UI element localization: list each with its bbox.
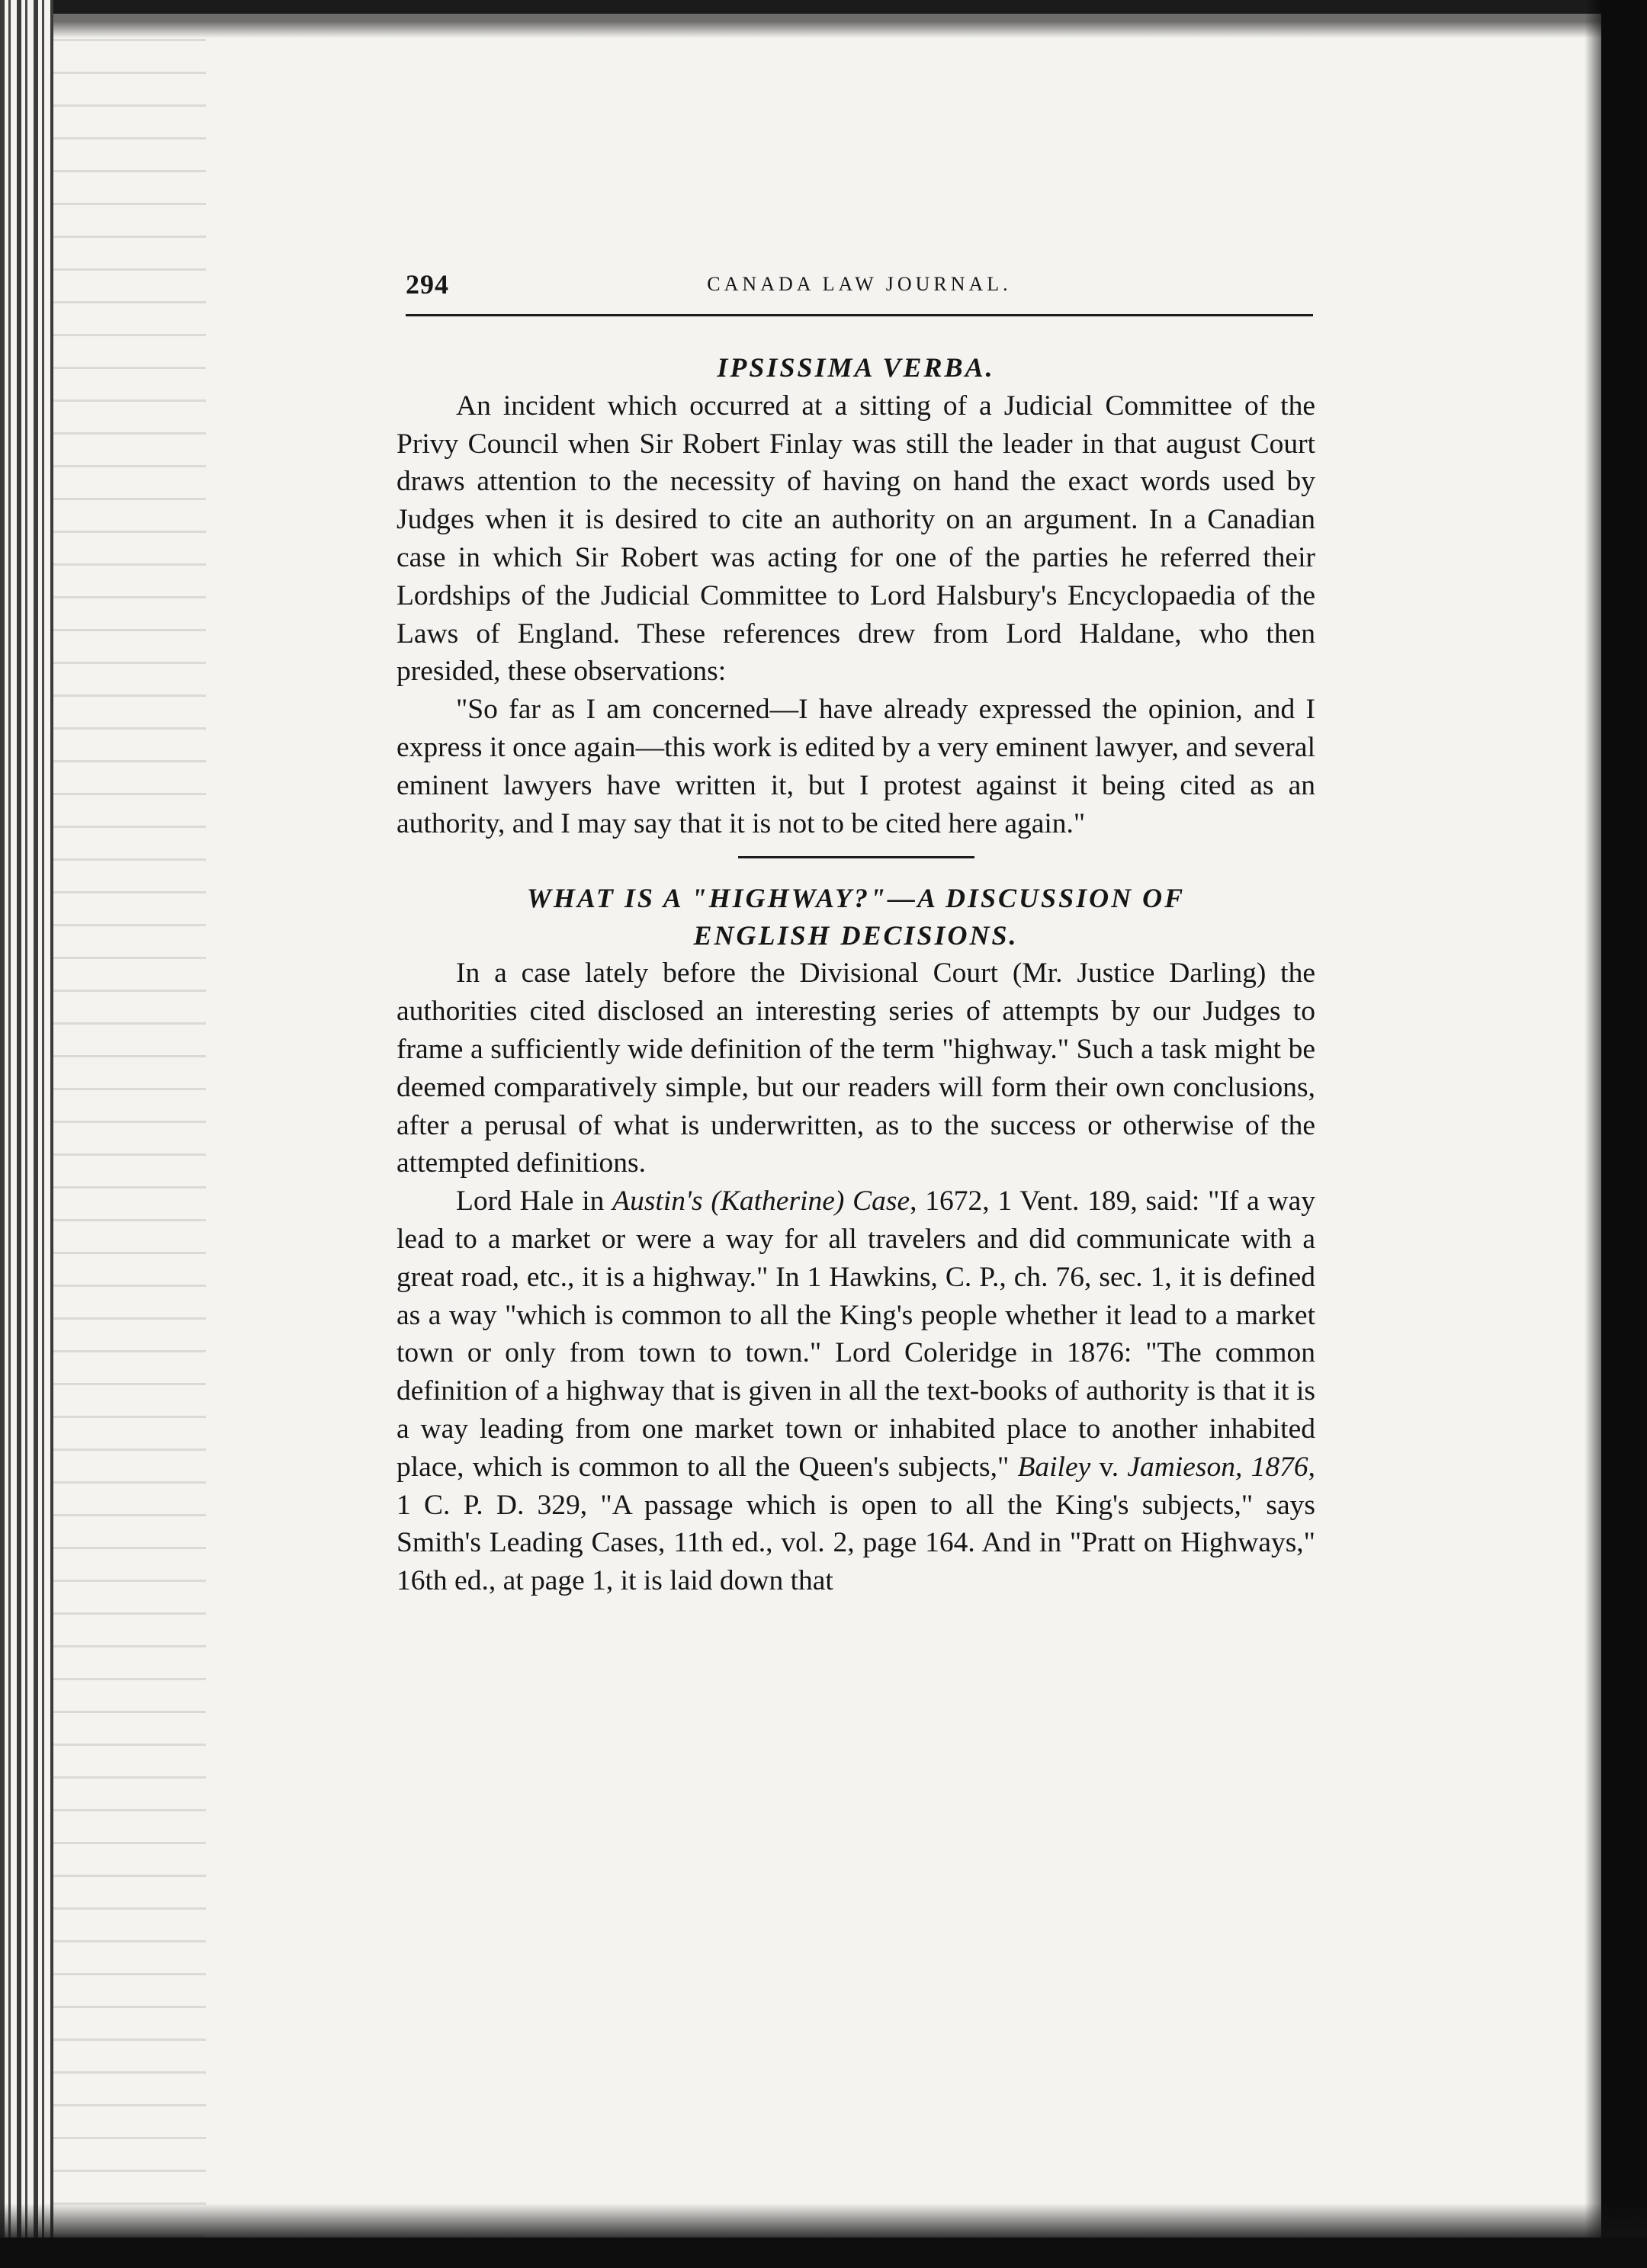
section-title-ipsissima-verba: IPSISSIMA VERBA. [717,352,995,383]
section-title-highway [396,880,1315,954]
running-title: CANADA LAW JOURNAL. [707,273,1012,295]
scan-left-shadow [53,0,206,2268]
article-body [396,349,1315,1600]
section-divider [738,856,974,858]
scan-right-shadow [1584,0,1601,2268]
scan-right-edge [1601,0,1647,2268]
case-name: Jamieson, 1876 [1127,1451,1308,1483]
section-title-line-1: WHAT IS A "HIGHWAY?"—A DISCUSSION OF [526,883,1186,914]
case-name: Bailey [1017,1451,1091,1483]
paragraph-case-citations [396,1182,1315,1600]
text-run: Lord Hale in [456,1185,613,1217]
section-title-line-2: ENGLISH DECISIONS. [693,920,1019,951]
case-name: Case [852,1185,910,1217]
scan-bottom-shadow [0,2203,1647,2238]
page-number: 294 [406,269,449,300]
header-rule [406,314,1313,316]
paragraph: In a case lately before the Divisional Court (Mr. Justice Darling) the authorities cited disclosed an interesting series of attempts by our Judges to frame a sufficiently wide definition of the term "highway." Such a task might be deemed comparatively simple, but our readers will form their own conclusions, after a perusal of what is underwritten, as to the success or otherwise of the attempted definitions. [396,958,1315,1179]
quoted-paragraph: "So far as I am concerned—I have already expressed the opinion, and I express it once again—this work is edited by a very eminent lawyer, and several eminent lawyers have written it, but I protest against it being cited as an authority, and I may say that it is not to be cited here again." [396,694,1315,839]
scan-bottom-edge [0,2238,1647,2268]
text-run: , 1 C. P. D. 329, "A passage which is open to all the King's subjects," says Smith's Leading Cases, 11th ed., vol. 2, page 164. And in "Pratt on Highways," 16th ed., at page 1, it is laid down that [396,1451,1315,1597]
scan-left-edge [0,0,53,2268]
text-run: v. [1090,1451,1128,1483]
case-name: (Katherine) [711,1185,845,1217]
text-run: , 1672, 1 Vent. 189, said: "If a way lead to a market or were a way for all travelers and did communicate with a great road, etc., it is a highway." In 1 Hawkins, C. P., ch. 76, sec. 1, it is defined as a way "which is common to all the King's people whether it lead to a market town or only from town to town." Lord Coleridge in 1876: "The common definition of a highway that is given in all the text-books of authority is that it is a way leading from one market town or inhabited place to another inhabited place, which is common to all the Queen's subjects," [396,1185,1316,1483]
case-name: Austin's [612,1185,703,1217]
paragraph: An incident which occurred at a sitting of a Judicial Committee of the Privy Council when Sir Robert Finlay was still the leader in that august Court draws attention to the necessity of having on hand the exact words used by Judges when it is desired to cite an authority on an argument. In a Canadian case in which Sir Robert was acting for one of the parties he referred their Lordships of the Judicial Committee to Lord Halsbury's Encyclopaedia of the Laws of England. These references drew from Lord Haldane, who then presided, these observations: [396,390,1315,688]
running-header [406,268,1313,314]
scan-top-edge [53,0,1601,38]
